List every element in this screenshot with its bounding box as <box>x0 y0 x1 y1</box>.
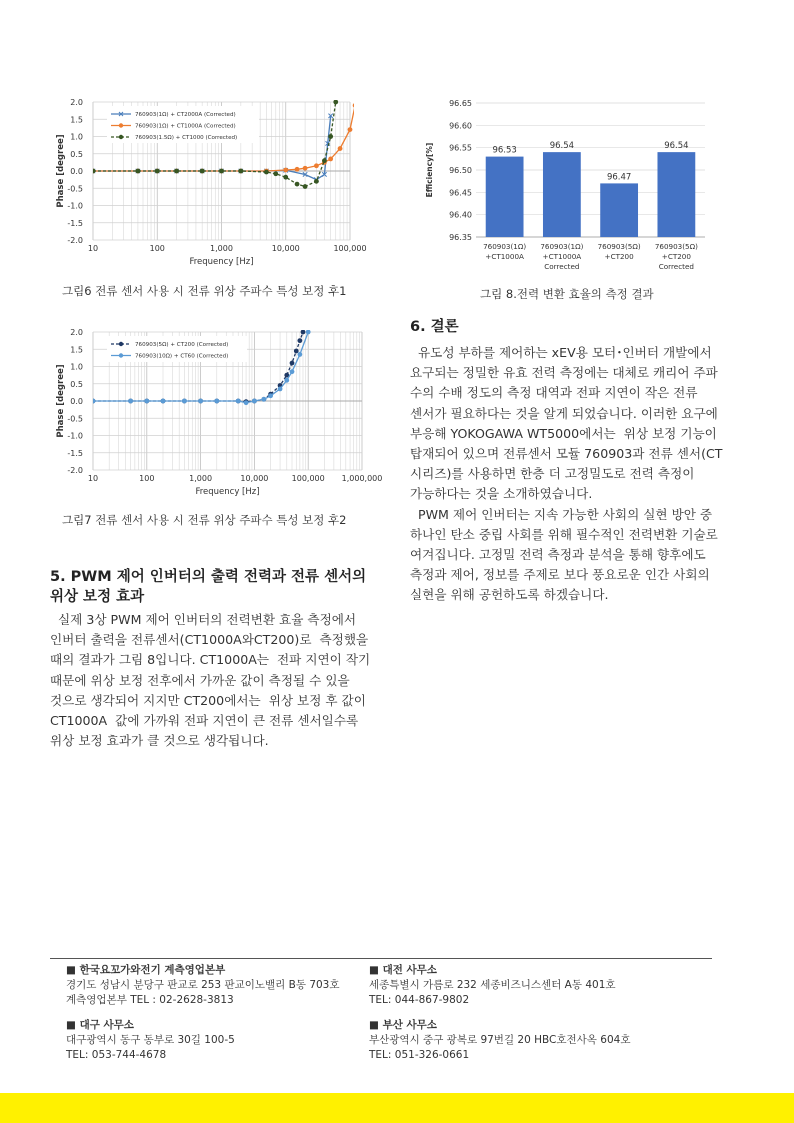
data-point <box>303 166 308 171</box>
legend <box>107 336 247 362</box>
y-tick-label: -1.5 <box>67 218 83 228</box>
data-point <box>283 175 288 180</box>
section-6-body <box>410 343 745 606</box>
y-tick-label: 2.0 <box>70 328 83 337</box>
body-text-line: 탑재되어 있으며 전류센서 모듈 760903과 전류 센서(CT <box>410 446 723 462</box>
data-point <box>128 399 133 404</box>
body-text-line: CT1000A 값에 가까워 전파 지연이 큰 전류 센서일수록 <box>50 713 359 729</box>
figure-8-caption: 그림 8.전력 변환 효율의 측정 결과 <box>480 287 654 301</box>
y-tick-label: -0.5 <box>67 184 83 194</box>
data-point <box>161 399 166 404</box>
x-tick-label: 100 <box>149 244 165 253</box>
data-point <box>297 352 302 357</box>
data-point <box>284 378 289 383</box>
y-tick-label: 0.0 <box>70 167 83 176</box>
data-point <box>244 400 249 405</box>
data-point <box>297 338 302 343</box>
category-label: 760903(1Ω) <box>483 242 527 251</box>
data-point <box>353 103 358 108</box>
legend-label: 760903(10Ω) + CT60 (Corrected) <box>135 353 229 360</box>
legend-label: 760903(1Ω) + CT2000A (Corrected) <box>135 112 236 119</box>
y-tick-label: -0.5 <box>67 414 83 424</box>
data-point <box>294 349 299 354</box>
y-tick-label: 96.65 <box>449 99 472 108</box>
data-point <box>219 169 224 174</box>
x-tick-label: 10 <box>87 474 99 483</box>
category-label: +CT1000A <box>485 252 524 261</box>
data-point <box>338 146 343 151</box>
body-text-line: 실현을 위해 공헌하도록 하겠습니다. <box>410 587 609 603</box>
x-axis-label: Frequency [Hz] <box>189 257 254 267</box>
office-address: 대구광역시 동구 동부로 30길 100-5 <box>66 1034 235 1046</box>
office-name: ■ 부산 사무소 <box>369 1018 630 1033</box>
bar <box>486 157 524 237</box>
data-point <box>91 399 96 404</box>
legend-label: 760903(5Ω) + CT200 (Corrected) <box>135 342 229 349</box>
office-tel: 계측영업본부 TEL : 02-2628-3813 <box>66 994 234 1006</box>
data-point <box>328 157 333 162</box>
section-5-heading-line2: 위상 보정 효과 <box>50 589 145 605</box>
data-point <box>264 170 269 175</box>
y-tick-label: 0.5 <box>70 149 83 159</box>
office-daejeon <box>369 963 616 1008</box>
data-point <box>295 167 300 172</box>
figure-6-caption: 그림6 전류 센서 사용 시 전류 위상 주파수 특성 보정 후1 <box>62 284 347 298</box>
y-axis-label: Efficiency[%] <box>425 142 434 198</box>
data-label: 96.53 <box>492 145 517 156</box>
office-hq <box>66 963 340 1008</box>
body-text-line: 유도성 부하를 제어하는 xEV용 모터･인버터 개발에서 <box>410 345 712 360</box>
data-point <box>333 100 338 105</box>
data-point <box>322 158 327 163</box>
x-tick-label: 10 <box>87 244 99 253</box>
footer-divider <box>50 958 712 959</box>
data-label: 96.47 <box>606 172 632 183</box>
bar <box>657 152 695 237</box>
footer-yellow-bar <box>0 1093 794 1123</box>
data-point <box>295 182 300 187</box>
data-point <box>236 399 241 404</box>
x-tick-label: 1,000 <box>189 474 213 483</box>
data-point <box>290 369 295 374</box>
data-point <box>252 399 257 404</box>
x-tick-label: 10,000 <box>271 244 300 253</box>
data-point <box>198 399 203 404</box>
data-point <box>290 361 295 366</box>
legend-label: 760903(1Ω) + CT1000A (Corrected) <box>135 123 236 130</box>
data-point <box>136 169 141 174</box>
body-text-line: 수의 수배 정도의 측정 대역과 전파 지연이 작은 전류 <box>410 385 698 401</box>
body-text-line: 가능하다는 것을 소개하였습니다. <box>410 486 593 502</box>
data-point <box>348 127 353 132</box>
data-point <box>238 169 243 174</box>
data-point <box>261 397 266 402</box>
body-text-line: 시리즈)를 사용하면 한층 더 고정밀도로 전력 측정이 <box>410 466 695 482</box>
category-label: 760903(5Ω) <box>654 242 698 251</box>
category-label: 760903(5Ω) <box>597 242 641 251</box>
section-6-heading: 6. 결론 <box>410 319 459 335</box>
office-name: ■ 대구 사무소 <box>66 1018 235 1033</box>
category-label: 760903(1Ω) <box>540 242 584 251</box>
data-point <box>328 134 333 139</box>
body-text-line: 센서가 필요하다는 것을 알게 되었습니다. 이러한 요구에 <box>410 405 718 421</box>
body-text-line: 부응해 YOKOGAWA WT5000에서는 위상 보정 기능이 <box>410 425 717 441</box>
body-text-line: 것으로 생각되어 지지만 CT200에서는 위상 보정 후 값이 <box>50 692 366 708</box>
y-tick-label: 96.40 <box>449 210 472 220</box>
data-point <box>144 399 149 404</box>
body-text-line: 위상 보정 효과가 클 것으로 생각됩니다. <box>50 733 269 749</box>
data-point <box>314 163 319 168</box>
figure-8-efficiency-chart <box>420 92 710 277</box>
bar <box>543 152 581 237</box>
legend-marker <box>119 342 123 346</box>
legend-label: 760903(1.5Ω) + CT1000 (Corrected) <box>135 135 238 142</box>
data-point <box>182 399 187 404</box>
y-tick-label: 1.5 <box>70 345 83 355</box>
data-point <box>303 184 308 189</box>
data-point <box>314 179 319 184</box>
office-tel: TEL: 044-867-9802 <box>369 994 470 1006</box>
office-busan <box>369 1018 630 1063</box>
office-name: ■ 한국요꼬가와전기 계측영업본부 <box>66 963 340 978</box>
y-axis-label: Phase [degree] <box>56 364 66 438</box>
body-text-line: 요구되는 정밀한 유효 전력 측정에는 대체로 캐리어 주파 <box>410 365 718 381</box>
section-5-body <box>50 610 385 751</box>
x-tick-label: 1,000,000 <box>341 474 383 483</box>
body-text-line: 인버터 출력을 전류센서(CT1000A와CT200)로 측정했을 <box>50 632 369 648</box>
data-point <box>174 169 179 174</box>
x-tick-label: 100,000 <box>333 244 367 253</box>
category-label: +CT200 <box>661 252 691 261</box>
y-tick-label: 1.5 <box>70 115 83 125</box>
y-tick-label: -1.0 <box>67 431 83 441</box>
office-tel: TEL: 051-326-0661 <box>369 1049 470 1061</box>
body-text-line: 측정과 제어, 정보를 주제로 보다 풍요로운 인간 사회의 <box>410 567 710 583</box>
x-axis-label: Frequency [Hz] <box>195 487 260 497</box>
legend-marker <box>119 353 123 357</box>
data-point <box>91 169 96 174</box>
data-point <box>278 387 283 392</box>
x-tick-label: 10,000 <box>240 474 269 483</box>
office-address: 경기도 성남시 분당구 판교로 253 판교이노밸리 B동 703호 <box>66 979 340 991</box>
y-tick-label: 2.0 <box>70 98 83 107</box>
data-label: 96.54 <box>549 141 575 152</box>
section-5-heading-line1: 5. PWM 제어 인버터의 출력 전력과 전류 센서의 <box>50 569 367 585</box>
x-tick-label: 100,000 <box>291 474 325 483</box>
legend-marker <box>119 123 123 127</box>
data-point <box>155 169 160 174</box>
category-label: +CT200 <box>604 252 634 261</box>
body-text-line: PWM 제어 인버터는 지속 가능한 사회의 실현 방안 중 <box>410 506 713 522</box>
data-label: 96.54 <box>664 141 689 152</box>
figure-7-phase-chart <box>50 322 385 507</box>
data-point <box>306 330 311 335</box>
data-point <box>283 168 288 173</box>
figure-6-phase-chart <box>50 92 370 277</box>
category-label: Corrected <box>544 262 580 271</box>
data-point <box>200 169 205 174</box>
y-tick-label: 96.35 <box>449 233 472 242</box>
y-tick-label: 0.0 <box>70 397 83 406</box>
office-name: ■ 대전 사무소 <box>369 963 616 978</box>
legend-marker <box>119 135 123 139</box>
category-label: +CT1000A <box>542 252 582 261</box>
body-text-line: 때의 결과가 그림 8입니다. CT1000A는 전파 지연이 작기 <box>50 652 371 668</box>
office-address: 부산광역시 중구 광복로 97번길 20 HBC호전사옥 604호 <box>369 1034 631 1046</box>
bar <box>600 183 638 237</box>
office-daegu <box>66 1018 235 1063</box>
y-tick-label: 96.50 <box>449 166 472 175</box>
category-label: Corrected <box>658 262 694 271</box>
office-tel: TEL: 053-744-4678 <box>66 1049 167 1061</box>
y-tick-label: -2.0 <box>67 466 83 475</box>
y-tick-label: 96.55 <box>449 143 472 153</box>
y-tick-label: -1.0 <box>67 201 83 211</box>
y-tick-label: 1.0 <box>70 362 83 372</box>
y-tick-label: -1.5 <box>67 448 83 458</box>
legend <box>107 106 259 143</box>
y-axis-label: Phase [degree] <box>56 134 66 208</box>
office-address: 세종특별시 가름로 232 세종비즈니스센터 A동 401호 <box>369 979 616 991</box>
y-tick-label: 1.0 <box>70 132 83 142</box>
body-text-line: 여겨집니다. 고정밀 전력 측정과 분석을 통해 향후에도 <box>410 547 706 563</box>
data-point <box>273 171 278 176</box>
data-point <box>268 393 273 398</box>
y-tick-label: 96.45 <box>449 188 472 198</box>
data-point <box>301 330 306 335</box>
y-tick-label: 0.5 <box>70 379 83 389</box>
figure-7-caption: 그림7 전류 센서 사용 시 전류 위상 주파수 특성 보정 후2 <box>62 513 347 527</box>
x-tick-label: 1,000 <box>210 244 233 253</box>
x-tick-label: 100 <box>139 474 155 483</box>
body-text-line: 실제 3상 PWM 제어 인버터의 전력변환 효율 측정에서 <box>50 612 357 627</box>
section-5-heading <box>50 567 366 607</box>
y-tick-label: 96.60 <box>449 121 472 131</box>
data-point <box>214 399 219 404</box>
body-text-line: 하나인 탄소 중립 사회를 위해 필수적인 전력변환 기술로 <box>410 526 718 542</box>
body-text-line: 때문에 위상 보정 전후에서 가까운 값이 측정될 수 있을 <box>50 672 350 688</box>
y-tick-label: -2.0 <box>67 236 83 245</box>
